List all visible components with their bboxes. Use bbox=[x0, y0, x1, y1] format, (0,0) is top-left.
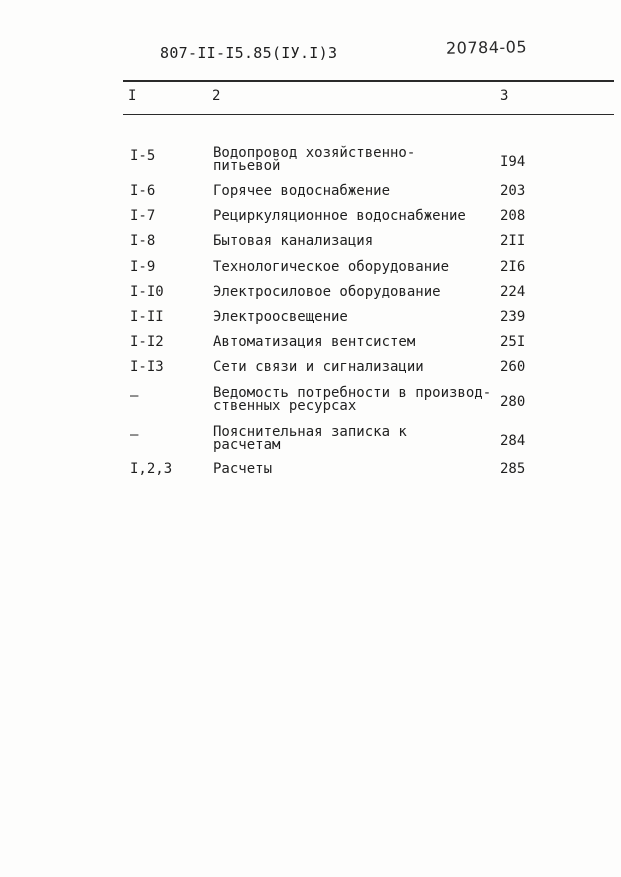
row-page: 285 bbox=[500, 461, 526, 477]
row-code: I-8 bbox=[130, 233, 156, 249]
row-code: – bbox=[130, 427, 139, 443]
row-code: I-7 bbox=[130, 208, 156, 224]
row-code: I-I0 bbox=[130, 284, 164, 300]
row-code: I-I3 bbox=[130, 359, 164, 375]
page-number: 3 bbox=[328, 44, 338, 62]
row-code: I-6 bbox=[130, 183, 156, 199]
row-code: I,2,3 bbox=[130, 461, 173, 477]
row-title: Пояснительная записка к расчетам bbox=[213, 424, 407, 453]
row-code: I-5 bbox=[130, 148, 156, 164]
column-header-1: I bbox=[128, 88, 137, 104]
row-title: Рециркуляционное водоснабжение bbox=[213, 208, 466, 224]
row-page: 284 bbox=[500, 433, 526, 449]
row-page: I94 bbox=[500, 154, 526, 170]
table-top-rule bbox=[123, 80, 614, 82]
row-code: I-II bbox=[130, 309, 164, 325]
row-title: Электроосвещение bbox=[213, 309, 348, 325]
row-page: 239 bbox=[500, 309, 526, 325]
document-code: 807-II-I5.85(IУ.I) bbox=[160, 44, 328, 62]
handwritten-stamp-number: 20784-05 bbox=[445, 37, 528, 58]
row-title: Горячее водоснабжение bbox=[213, 183, 391, 199]
row-page: 224 bbox=[500, 284, 526, 300]
row-page: 2II bbox=[500, 233, 526, 249]
row-page: 260 bbox=[500, 359, 526, 375]
row-title: Водопровод хозяйственно- питьевой bbox=[213, 145, 416, 174]
row-title: Расчеты bbox=[213, 461, 273, 477]
row-page: 2I6 bbox=[500, 259, 526, 275]
column-header-2: 2 bbox=[212, 88, 221, 104]
column-header-3: 3 bbox=[500, 88, 509, 104]
row-page: 25I bbox=[500, 334, 526, 350]
row-code: – bbox=[130, 388, 139, 404]
table-header-rule bbox=[123, 114, 614, 115]
row-page: 280 bbox=[500, 394, 526, 410]
row-code: I-I2 bbox=[130, 334, 164, 350]
row-code: I-9 bbox=[130, 259, 156, 275]
row-title: Автоматизация вентсистем bbox=[213, 334, 416, 350]
row-page: 208 bbox=[500, 208, 526, 224]
row-title: Технологическое оборудование bbox=[213, 259, 450, 275]
row-title: Электросиловое оборудование bbox=[213, 284, 441, 300]
row-title: Сети связи и сигнализации bbox=[213, 359, 424, 375]
row-title: Ведомость потребности в производ- ственных ресурсах bbox=[213, 385, 492, 414]
row-page: 203 bbox=[500, 183, 526, 199]
row-title: Бытовая канализация bbox=[213, 233, 374, 249]
